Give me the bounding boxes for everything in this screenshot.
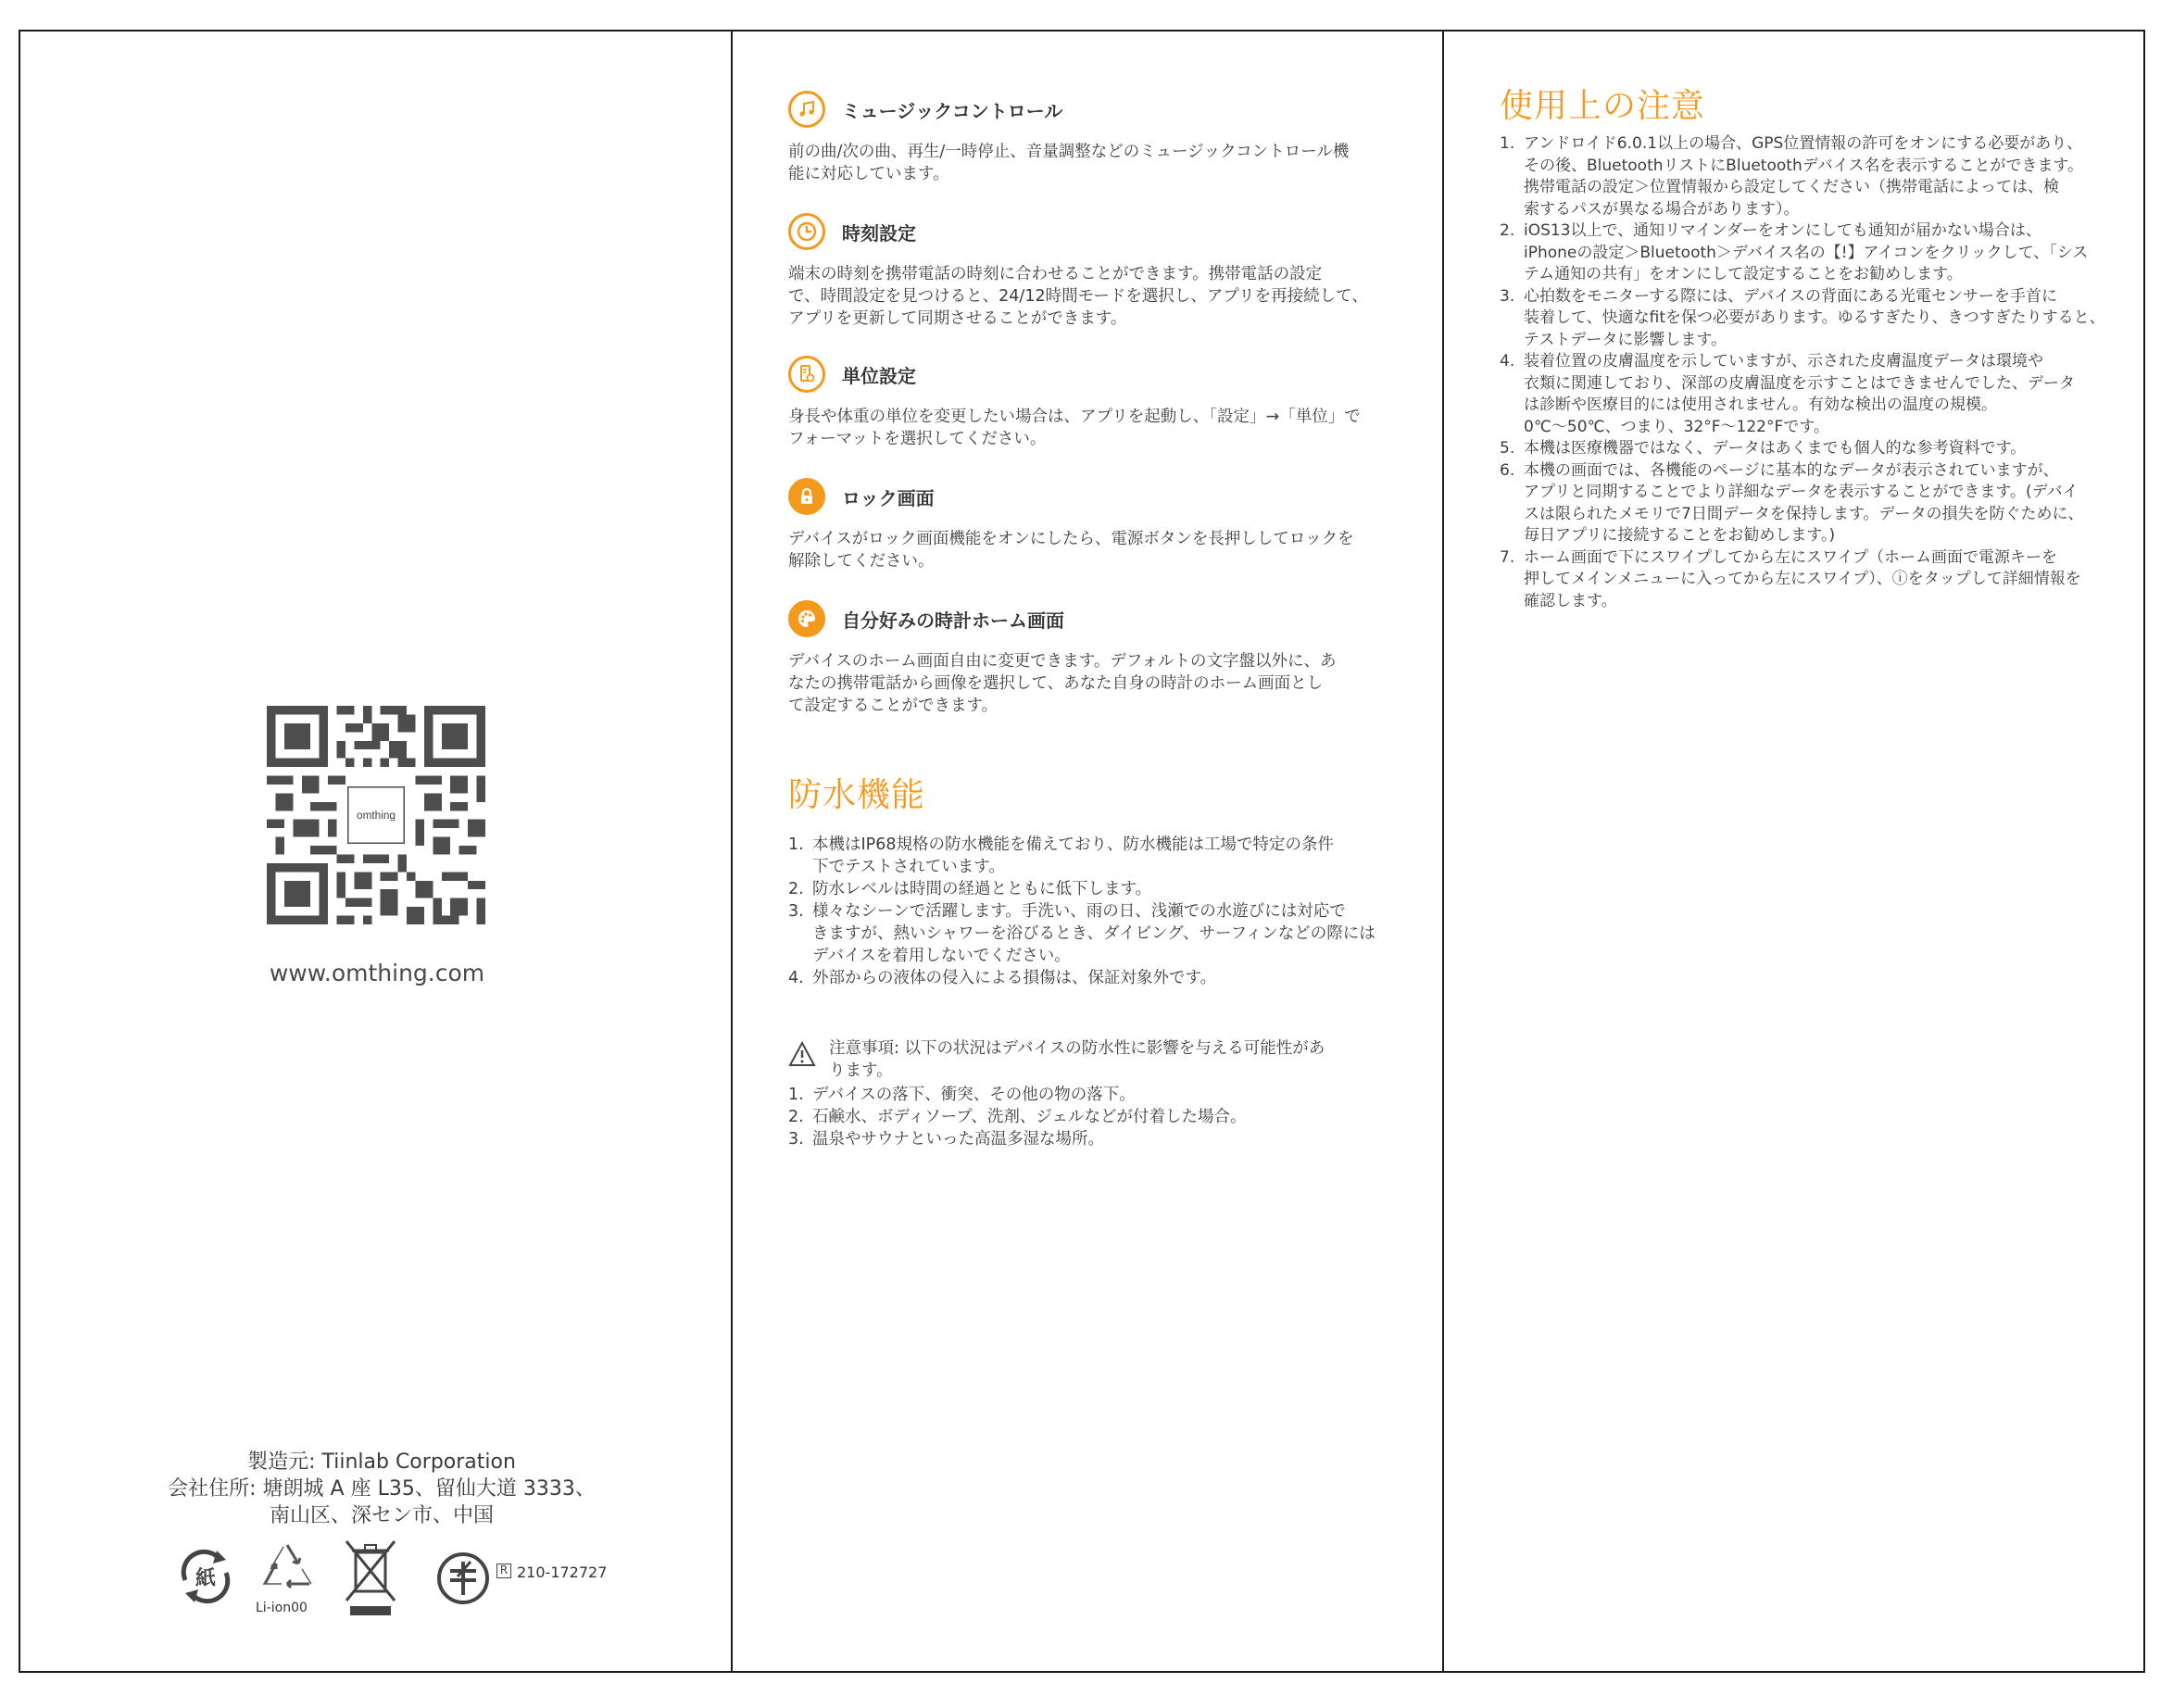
paper-recycle-icon	[176, 1547, 235, 1606]
list-line: 装着位置の皮膚温度を示していますが、示された皮膚温度データは環境や	[1524, 352, 2043, 370]
right-panel	[1444, 31, 2145, 1671]
clock-icon	[788, 213, 825, 250]
feature-title: 時刻設定	[842, 221, 916, 245]
palette-icon	[788, 600, 825, 637]
list-line: ホーム画面で下にスワイプしてから左にスワイプ（ホーム画面で電源キーを	[1524, 547, 2057, 567]
warning-icon	[788, 1041, 816, 1067]
list-line: デバイスを着用しないでください。	[812, 947, 1071, 965]
feature-line: て設定することができます。	[788, 697, 999, 715]
list-line: は診断や医療目的には使用されません。有効な検出の温度の規模。	[1524, 396, 1998, 414]
caution-list	[788, 1084, 1409, 1150]
feature-description	[788, 650, 1400, 717]
list-number: 2.	[1500, 221, 1515, 240]
list-number: 3.	[788, 902, 804, 921]
list-line: テストデータに影響します。	[1524, 330, 1727, 349]
qr-code	[267, 706, 485, 924]
list-line: 押してメインメニューに入ってから左にスワイプ）、ⓘをタップして詳細情報を	[1524, 570, 2081, 588]
list-line: デバイスの落下、衝突、その他の物の落下。	[812, 1086, 1136, 1104]
feature-line: 身長や体重の単位を変更したい場合は、アプリを起動し、「設定」→「単位」で	[788, 408, 1361, 426]
usage-notes-heading: 使用上の注意	[1500, 87, 1706, 125]
list-number: 6.	[1500, 460, 1515, 480]
feature-description	[788, 406, 1400, 450]
list-item	[1500, 351, 2129, 438]
list-item	[788, 1106, 1409, 1128]
feature-line: デバイスのホーム画面自由に変更できます。デフォルトの文字盤以外に、あ	[788, 652, 1337, 671]
list-number: 3.	[1500, 286, 1515, 306]
list-number: 2.	[788, 880, 804, 898]
list-item	[1500, 460, 2129, 547]
recycle-icon	[257, 1541, 317, 1595]
feature-title: 自分好みの時計ホーム画面	[842, 609, 1064, 632]
feature-music-heading	[788, 91, 1062, 128]
feature-description	[788, 263, 1400, 330]
list-line: 本機の画面では、各機能のページに基本的なデータが表示されていますが、	[1524, 460, 2059, 480]
list-number: 2.	[788, 1108, 804, 1126]
list-line: 衣類に関連しており、深部の皮膚温度を示すことはできませんでした、データ	[1524, 373, 2075, 393]
caution-line: 注意事項: 以下の状況はデバイスの防水性に影響を与える可能性があ	[829, 1039, 1325, 1058]
list-line: その後、BluetoothリストにBluetoothデバイス名を表示することができます。	[1524, 156, 2084, 175]
list-line: 石鹸水、ボディソープ、洗剤、ジェルなどが付着した場合。	[812, 1108, 1247, 1126]
feature-line: なたの携帯電話から画像を選択して、あなた自身の時計のホーム画面とし	[788, 674, 1324, 693]
paper-mark-text: 紙	[195, 1567, 217, 1590]
feature-description	[788, 528, 1400, 572]
manufacturer-line: 製造元: Tiinlab Corporation	[247, 1451, 516, 1474]
feature-line: デバイスがロック画面機能をオンにしたら、電源ボタンを長押ししてロックを	[788, 530, 1354, 548]
brochure-frame	[19, 30, 2145, 1673]
list-item	[788, 1084, 1409, 1106]
list-item	[788, 1128, 1409, 1150]
feature-unit-heading	[788, 356, 916, 393]
list-item	[788, 900, 1409, 967]
list-line: アンドロイド6.0.1以上の場合、GPS位置情報の許可をオンにする必要があり、	[1524, 134, 2083, 153]
caution-row	[788, 1037, 1400, 1082]
list-number: 4.	[1500, 352, 1515, 370]
list-item	[788, 967, 1409, 989]
list-number: 1.	[788, 1086, 804, 1104]
cert-r-box: R	[496, 1564, 511, 1578]
address-line: 南山区、深セン市、中国	[269, 1504, 494, 1527]
feature-line: アプリを更新して同期させることができます。	[788, 309, 1127, 328]
feature-title: ロック画面	[842, 486, 935, 509]
caution-line: ります。	[829, 1061, 893, 1080]
list-number: 1.	[1500, 134, 1515, 153]
website-url: www.omthing.com	[269, 960, 485, 986]
feature-line: 前の曲/次の曲、再生/一時停止、音量調整などのミュージックコントロール機	[788, 143, 1350, 161]
list-line: 心拍数をモニターする際には、デバイスの背面にある光電センサーを手首に	[1524, 286, 2057, 306]
feature-title: ミュージックコントロール	[842, 99, 1063, 122]
unit-settings-icon	[788, 356, 825, 393]
feature-line: 解除してください。	[788, 552, 935, 571]
list-line: きますが、熱いシャワーを浴びるとき、ダイビング、サーフィンなどの際には	[812, 924, 1375, 943]
list-line: 温泉やサウナといった高温多湿な場所。	[812, 1130, 1104, 1149]
list-line: iPhoneの設定＞Bluetooth＞デバイス名の【!】アイコンをクリックして、「シス	[1524, 243, 2089, 262]
qr-logo: omthing	[357, 809, 396, 822]
list-line: テム通知の共有」をオンにして設定することをお勧めします。	[1524, 265, 1963, 283]
address-line: 会社住所: 塘朗城 A 座 L35、留仙大道 3333、	[168, 1477, 596, 1501]
battery-label: Li-ion00	[256, 1601, 308, 1615]
list-item	[1500, 438, 2129, 460]
feature-lock-heading	[788, 478, 935, 515]
music-note-icon	[788, 91, 825, 128]
giteki-mark-icon	[433, 1549, 493, 1608]
list-line: 索するパスが異なる場合があります）。	[1524, 199, 1800, 219]
list-number: 4.	[788, 969, 804, 987]
list-item	[1500, 286, 2129, 352]
feature-line: で、時間設定を見つけると、24/12時間モードを選択し、アプリを再接続して、	[788, 287, 1368, 306]
list-line: 確認します。	[1524, 591, 1617, 610]
feature-title: 単位設定	[842, 364, 916, 387]
list-line: 様々なシーンで活躍します。手洗い、雨の日、浅瀬での水遊びには対応で	[812, 902, 1346, 921]
waterproof-list	[788, 834, 1409, 989]
feature-line: フォーマットを選択してください。	[788, 430, 1047, 448]
list-item	[788, 878, 1409, 900]
feature-line: 端末の時刻を携帯電話の時刻に合わせることができます。携帯電話の設定	[788, 265, 1323, 283]
list-line: 本機は医療機器ではなく、データはあくまでも個人的な参考資料です。	[1524, 439, 2027, 458]
list-line: スは限られたメモリで7日間データを保持します。データの損失を防ぐために、	[1524, 504, 2084, 523]
list-number: 7.	[1500, 547, 1515, 567]
list-item	[1500, 133, 2129, 220]
weee-bin-icon	[343, 1539, 398, 1617]
left-panel	[20, 31, 731, 1671]
list-line: 本機はIP68規格の防水機能を備えており、防水機能は工場で特定の条件	[812, 835, 1334, 854]
compliance-marks	[176, 1539, 621, 1641]
list-item	[1500, 547, 2129, 613]
manufacturer-info	[122, 1449, 641, 1529]
feature-watchface-heading	[788, 600, 1064, 637]
list-line: 防水レベルは時間の経過とともに低下します。	[812, 880, 1152, 898]
lock-icon	[788, 478, 825, 515]
list-line: iOS13以上で、通知リマインダーをオンにしても通知が届かない場合は、	[1524, 221, 2041, 240]
list-number: 3.	[788, 1130, 804, 1149]
list-number: 5.	[1500, 439, 1515, 458]
list-number: 1.	[788, 835, 804, 854]
list-line: 0℃～50℃、つまり、32°F～122°Fです。	[1524, 417, 1829, 436]
caution-note	[788, 1037, 1400, 1082]
list-item	[788, 834, 1409, 878]
waterproof-heading: 防水機能	[788, 776, 926, 814]
list-item	[1500, 220, 2129, 286]
list-line: 毎日アプリに接続することをお勧めします。)	[1524, 526, 1836, 545]
list-line: 外部からの液体の侵入による損傷は、保証対象外です。	[812, 969, 1217, 987]
list-line: 下でテストされています。	[812, 858, 1005, 876]
usage-notes-list	[1500, 133, 2129, 612]
feature-line: 能に対応しています。	[788, 165, 949, 183]
middle-panel	[733, 31, 1442, 1671]
cert-number: 210-172727	[517, 1564, 608, 1581]
feature-time-heading	[788, 213, 916, 250]
feature-description	[788, 141, 1400, 185]
list-line: 装着して、快適なfitを保つ必要があります。ゆるすぎたり、きつすぎたりすると、	[1524, 308, 2105, 327]
list-line: アプリと同期することでより詳細なデータを表示することができます。(デバイ	[1524, 483, 2079, 501]
list-line: 携帯電話の設定＞位置情報から設定してください（携帯電話によっては、検	[1524, 178, 2059, 196]
